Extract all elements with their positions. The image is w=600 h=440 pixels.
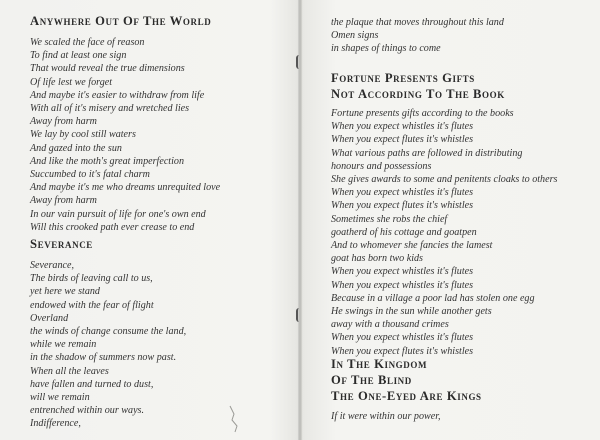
poem-line: When all the leaves [30,365,109,377]
poem-line: Will this crooked path ever crease to end [30,221,195,233]
poem-line: honours and possessions [331,160,432,172]
poem-line: She gives awards to some and penitents cloaks to others [331,174,558,186]
poem-line: Succumbed to it's fatal charm [30,169,150,181]
poem-fortune-presents-gifts [331,70,557,358]
poem-line: And like the moth's great imperfection [30,155,184,167]
poem-line: When you expect whistles it's flutes [331,332,474,344]
poem-title-line: The One-Eyed Are Kings [331,389,482,403]
right-page [300,0,600,440]
poem-body [30,259,186,431]
poem-line: will we remain [30,392,90,404]
poem-line: When you expect flutes it's whistles [331,134,474,146]
poem-line: Fortune presents gifts according to the books [331,108,514,119]
poem-title [331,70,557,102]
poem-line: have fallen and turned to dust, [30,378,154,390]
poem-title: Severance [30,237,93,251]
poem-line: Because in a village a poor lad has stolen one egg [331,292,535,304]
poem-line: And gazed into the sun [30,142,122,154]
poem-line: Severance, [30,260,74,271]
poem-line: We lay by cool still waters [30,129,136,141]
poem-line: Sometimes she robs the chief [331,213,448,225]
poem-line: away with a thousand crimes [331,319,449,331]
poem-line: And to whomever she fancies the lamest [331,240,493,252]
poem-line: the winds of change consume the land, [30,326,187,338]
poem-body [331,16,504,56]
poem-line: To find at least one sign [30,50,127,62]
paper-tear-mark [228,404,242,434]
poem-line: When you expect flutes it's whistles [331,345,474,357]
poem-line: We scaled the face of reason [30,37,145,48]
poem-line: Of life lest we forget [30,76,113,88]
poem-severance [30,236,186,431]
poem-body [331,410,482,423]
poem-line: The birds of leaving call to us, [30,273,153,285]
poem-line: endowed with the fear of flight [30,299,154,311]
poem-line: entrenched within our ways. [30,405,145,417]
poem-line: goat has born two kids [331,253,423,265]
poem-line: When you expect whistles it's flutes [331,187,474,199]
poem-title-line: Fortune Presents Gifts [331,71,475,85]
poem-line: And maybe it's easier to withdraw from life [30,89,205,101]
poem-title: Anywhere Out Of The World [30,14,212,28]
poem-line: When you expect whistles it's flutes [331,279,474,291]
poem-title-line: Not According To The Book [331,87,505,101]
poem-body [331,107,557,358]
poem-line: And maybe it's me who dreams unrequited love [30,182,221,194]
poem-anywhere-out-of-the-world [30,13,220,234]
poem-line: Away from harm [30,195,97,207]
poem-in-the-kingdom-of-the-blind [331,356,482,423]
poem-line: With all of it's misery and wretched lies [30,103,190,115]
poem-title [331,356,482,404]
poem-line: Omen signs [331,30,379,42]
poem-line: while we remain [30,339,97,351]
poem-line: When you expect flutes it's whistles [331,200,474,212]
poem-line: the plaque that moves throughout this land [331,17,504,28]
poem-line: goatherd of his cottage and goatpen [331,226,477,238]
poem-line: That would reveal the true dimensions [30,63,185,75]
poem-line: He swings in the sun while another gets [331,306,492,318]
poem-line: Away from harm [30,116,97,128]
poem-line: When you expect whistles it's flutes [331,266,474,278]
poem-title-line: In The Kingdom [331,357,428,371]
poem-body [30,36,220,234]
poem-line: When you expect whistles it's flutes [331,121,474,133]
poem-line: Overland [30,312,69,324]
poem-line: What various paths are followed in distributing [331,147,523,159]
poem-line: Indifference, [30,418,81,430]
poem-line: yet here we stand [30,286,100,298]
poem-line: In our vain pursuit of life for one's own end [30,208,206,220]
severance-continuation [331,16,504,56]
poem-line: in shapes of things to come [331,43,441,55]
poem-line: If it were within our power, [331,411,441,422]
poem-line: in the shadow of summers now past. [30,352,177,364]
poem-title-line: Of The Blind [331,373,412,387]
